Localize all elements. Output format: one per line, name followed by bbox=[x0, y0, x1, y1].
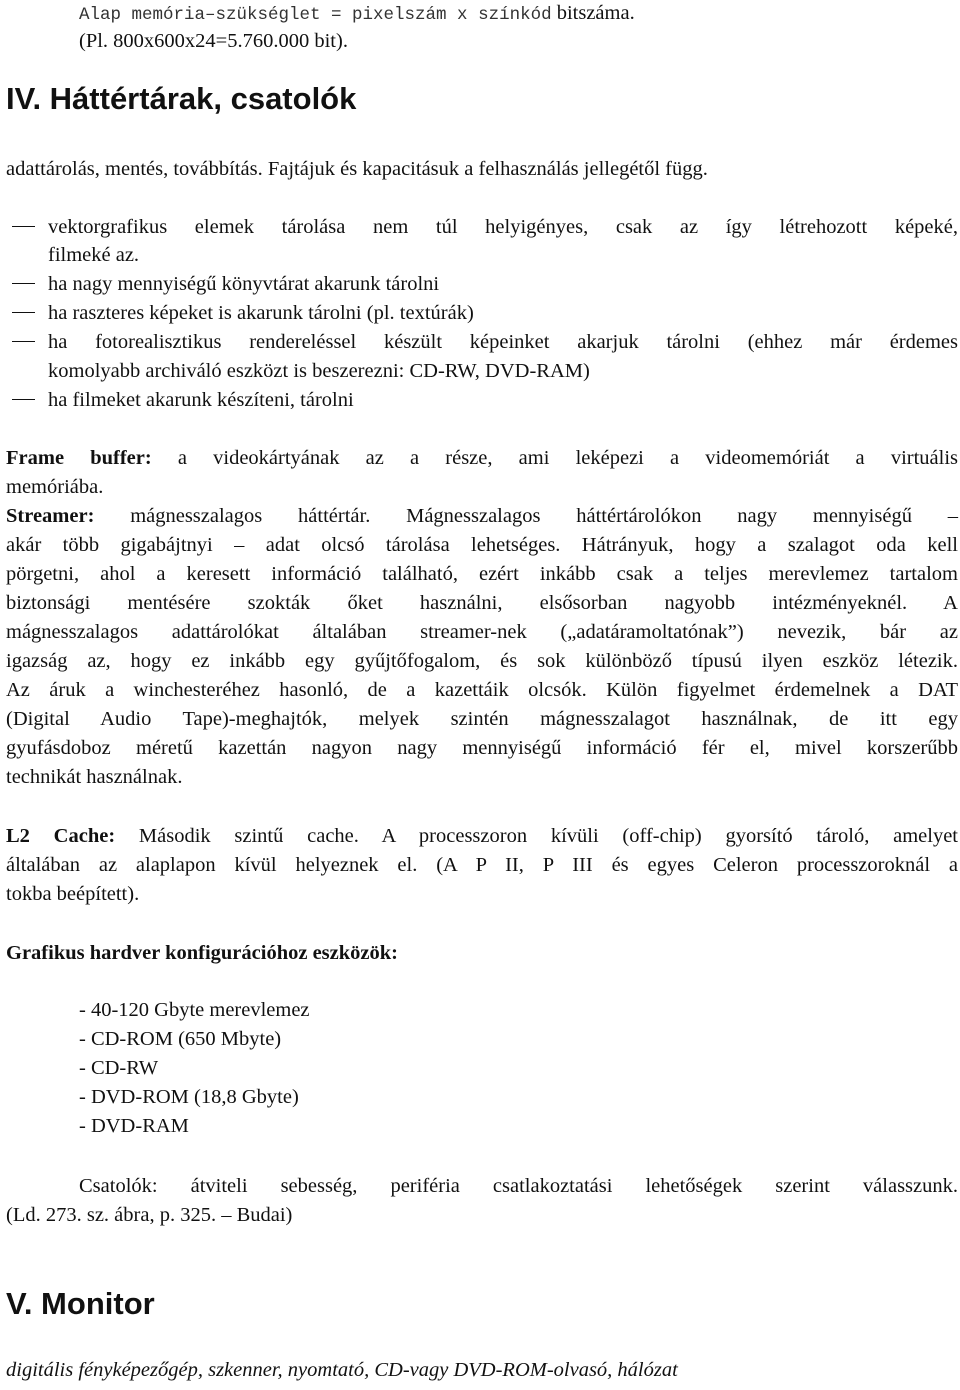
bullet-5: ha filmeket akarunk készíteni, tárolni bbox=[48, 389, 354, 411]
section-5-heading: V. Monitor bbox=[6, 1286, 155, 1321]
memory-formula-serif: bitszáma. bbox=[556, 2, 635, 24]
hardware-list-item: - DVD-ROM (18,8 Gbyte) bbox=[79, 1086, 299, 1108]
streamer-line: akár több gigabájtnyi – adat olcsó tárolása lehetséges. Hátrányuk, hogy a szalagot oda kell bbox=[6, 534, 958, 556]
bullet-1-line-2: filmeké az. bbox=[48, 244, 140, 266]
frame-buffer-definition: a videokártyának az a része, ami leképezi a videomemóriát a virtuális bbox=[151, 447, 959, 469]
memory-formula-line bbox=[79, 0, 958, 28]
streamer-term: Streamer: bbox=[6, 505, 95, 527]
bullet-2: ha nagy mennyiségű könyvtárat akarunk tárolni bbox=[48, 273, 440, 295]
frame-buffer-line-2: memóriába. bbox=[6, 476, 104, 498]
hardware-list-item: - DVD-RAM bbox=[79, 1115, 189, 1137]
interfaces-line-1: Csatolók: átviteli sebesség, periféria csatlakoztatási lehetőségek szerint válasszunk. bbox=[79, 1175, 958, 1197]
bullet-dash bbox=[12, 226, 35, 227]
streamer-line: pörgetni, ahol a keresett információ található, ezért inkább csak a teljes merevlemez tartalom bbox=[6, 563, 958, 585]
frame-buffer-term: Frame buffer: bbox=[6, 447, 152, 469]
streamer-line: Az áruk a winchesteréhez hasonló, de a kazettáik olcsók. Külön figyelmet érdemelnek a DAT bbox=[6, 679, 958, 701]
section-4-lead: adattárolás, mentés, továbbítás. Fajtájuk és kapacitásuk a felhasználás jellegétől függ. bbox=[6, 158, 708, 180]
l2-cache-term: L2 Cache: bbox=[6, 825, 116, 847]
hardware-list-item: - 40-120 Gbyte merevlemez bbox=[79, 999, 310, 1021]
bullet-1-line-1: vektorgrafikus elemek tárolása nem túl helyigényes, csak az így létrehozott képeké, bbox=[48, 216, 958, 238]
memory-formula-example: (Pl. 800x600x24=5.760.000 bit). bbox=[79, 30, 348, 52]
l2-cache-line-1 bbox=[6, 823, 958, 849]
streamer-line: (Digital Audio Tape)-meghajtók, melyek szintén mágnesszalagot használnak, de itt egy bbox=[6, 708, 958, 730]
section-4-heading: IV. Háttértárak, csatolók bbox=[6, 81, 357, 116]
bullet-dash bbox=[12, 312, 35, 313]
streamer-line: gyufásdoboz méretű kazettán nagyon nagy mennyiségű információ fér el, mivel korszerűbb bbox=[6, 737, 958, 759]
bullet-4-line-2: komolyabb archiváló eszközt is beszerezni: CD-RW, DVD-RAM) bbox=[48, 360, 590, 382]
hardware-config-heading: Grafikus hardver konfigurációhoz eszközök: bbox=[6, 942, 398, 964]
streamer-text: mágnesszalagos háttértár. Mágnesszalagos háttértárolókon nagy mennyiségű – bbox=[94, 505, 958, 527]
bullet-dash bbox=[12, 341, 35, 342]
hardware-list-item: - CD-RW bbox=[79, 1057, 159, 1079]
streamer-line: mágnesszalagos adattárolókat általában streamer-nek („adatáramoltatónak”) nevezik, bár az bbox=[6, 621, 958, 643]
streamer-line: technikát használnak. bbox=[6, 766, 183, 788]
frame-buffer-line-1 bbox=[6, 445, 958, 471]
streamer-line: igazság az, hogy ez inkább egy gyűjtőfogalom, és sok különböző típusú ilyen eszköz létezik. bbox=[6, 650, 958, 672]
streamer-line-1 bbox=[6, 503, 958, 529]
bullet-4-line-1: ha fotorealisztikus rendereléssel készült képeinket akarjuk tárolni (ehhez már érdemes bbox=[48, 331, 958, 353]
bullet-dash bbox=[12, 283, 35, 284]
l2-cache-line: tokba beépített). bbox=[6, 883, 140, 905]
memory-formula-mono: Alap memória–szükséglet = pixelszám x színkód bbox=[79, 5, 552, 25]
bullet-dash bbox=[12, 399, 35, 400]
hardware-list-item: - CD-ROM (650 Mbyte) bbox=[79, 1028, 282, 1050]
bullet-3: ha raszteres képeket is akarunk tárolni (pl. textúrák) bbox=[48, 302, 474, 324]
interfaces-line-2: (Ld. 273. sz. ábra, p. 325. – Budai) bbox=[6, 1204, 293, 1226]
l2-cache-text: Második szintű cache. A processzoron kívüli (off-chip) gyorsító tároló, amelyet bbox=[115, 825, 958, 847]
streamer-line: biztonsági mentésére szokták őket használni, elsősorban nagyobb intézményeknél. A bbox=[6, 592, 958, 614]
l2-cache-line: általában az alaplapon kívül helyeznek el. (A P II, P III és egyes Celeron processzoroknál a bbox=[6, 854, 958, 876]
section-5-lead: digitális fényképezőgép, szkenner, nyomtató, CD-vagy DVD-ROM-olvasó, hálózat bbox=[6, 1359, 678, 1381]
